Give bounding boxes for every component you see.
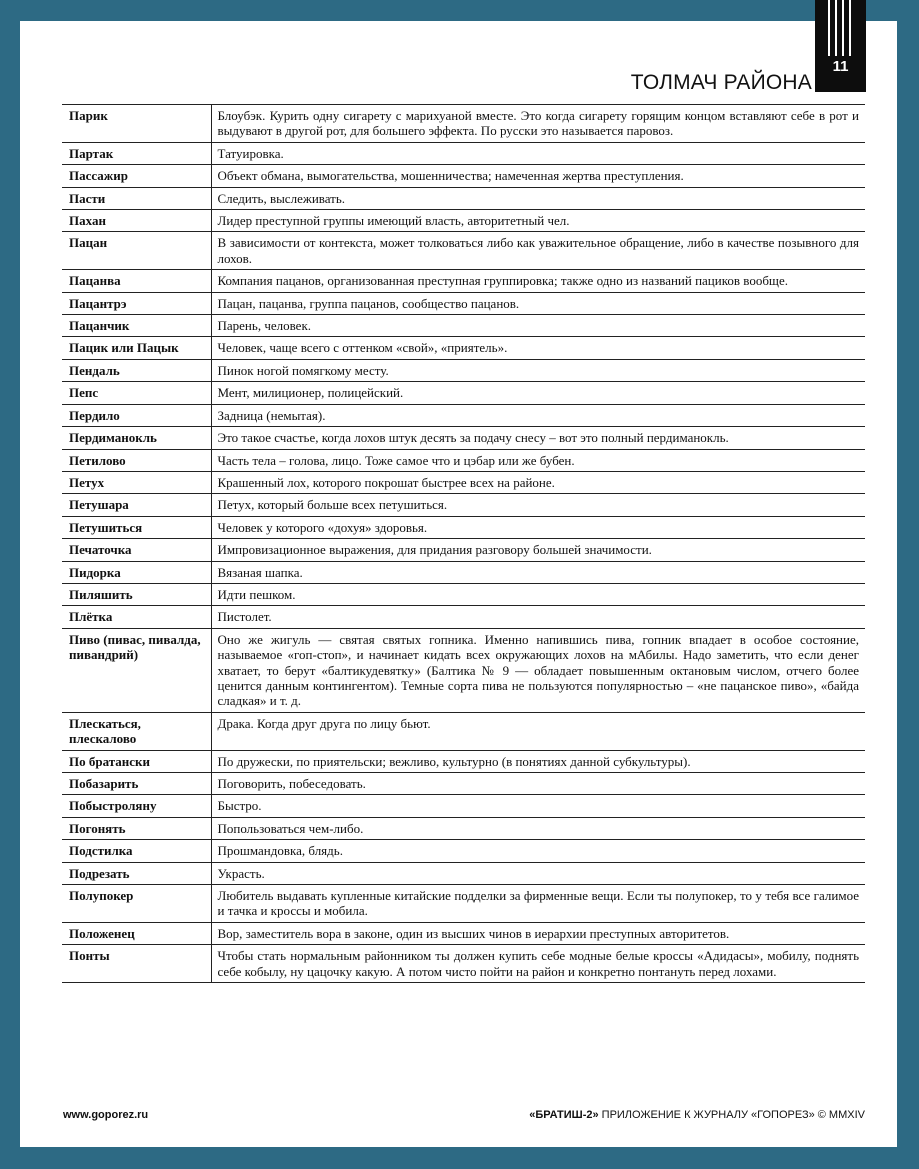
glossary-definition: Пистолет. — [211, 606, 865, 628]
glossary-definition: Компания пацанов, организованная преступная группировка; также одно из названий пациков вообще. — [211, 270, 865, 292]
glossary-row — [62, 885, 865, 923]
glossary-definition: Оно же жигуль — святая святых гопника. Именно напившись пива, гопник впадает в особое состояние, называемое «гоп-стоп», и начинает кидать всех окружающих лохов на мАбилы. Надо заметить, что если денег хватает, то берут «балтикудевятку» (Балтика № 9 — обладает повышенным октановым числом, отчего более ценится данным контингентом). Темные сорта пива не пользуются популярностью – «не пацанское пиво», «байда сладкая» и т. д. — [211, 628, 865, 712]
glossary-definition: Быстро. — [211, 795, 865, 817]
glossary-term: Плётка — [62, 606, 211, 628]
glossary-row — [62, 606, 865, 628]
glossary-definition: Импровизационное выражения, для придания разговору большей значимости. — [211, 539, 865, 561]
glossary-row — [62, 471, 865, 493]
glossary-row — [62, 817, 865, 839]
glossary-row — [62, 292, 865, 314]
glossary-row — [62, 210, 865, 232]
page-number: 11 — [832, 58, 849, 75]
glossary-row — [62, 404, 865, 426]
glossary-definition: Блоубэк. Курить одну сигарету с марихуаной вместе. Это когда сигарету горящим концом вставляют себе в рот и выдувают в другой рот, для большего эффекта. По русски это называется паровоз. — [211, 105, 865, 143]
glossary-row — [62, 142, 865, 164]
glossary-row — [62, 165, 865, 187]
glossary-row — [62, 628, 865, 712]
glossary-term: Пахан — [62, 210, 211, 232]
tab-stripe — [849, 0, 851, 56]
glossary-row — [62, 449, 865, 471]
glossary-table — [62, 104, 865, 983]
glossary-term: Пацан — [62, 232, 211, 270]
publication-note: ПРИЛОЖЕНИЕ К ЖУРНАЛУ «ГОПОРЕЗ» © MMXIV — [601, 1109, 865, 1121]
glossary-term: Петилово — [62, 449, 211, 471]
glossary-term: Печаточка — [62, 539, 211, 561]
glossary-definition: Драка. Когда друг друга по лицу бьют. — [211, 712, 865, 750]
glossary-definition: Это такое счастье, когда лохов штук десять за подачу снесу – вот это полный пердиманокль. — [211, 427, 865, 449]
glossary-term: Подстилка — [62, 840, 211, 862]
glossary-definition: Поговорить, побеседовать. — [211, 773, 865, 795]
glossary-body — [62, 105, 865, 983]
glossary-row — [62, 583, 865, 605]
glossary-definition: Мент, милиционер, полицейский. — [211, 382, 865, 404]
glossary-definition: Татуировка. — [211, 142, 865, 164]
glossary-term: Пидорка — [62, 561, 211, 583]
glossary-definition: Часть тела – голова, лицо. Тоже самое что и цэбар или же бубен. — [211, 449, 865, 471]
glossary-definition: По дружески, по приятельски; вежливо, культурно (в понятиях данной субкультуры). — [211, 750, 865, 772]
glossary-term: Плескаться, плескалово — [62, 712, 211, 750]
glossary-term: Побыстроляну — [62, 795, 211, 817]
glossary-definition: В зависимости от контекста, может толковаться либо как уважительное обращение, либо в качестве позывного для лохов. — [211, 232, 865, 270]
glossary-definition: Идти пешком. — [211, 583, 865, 605]
glossary-definition: Объект обмана, вымогательства, мошенничества; намеченная жертва преступления. — [211, 165, 865, 187]
glossary-row — [62, 773, 865, 795]
glossary-row — [62, 337, 865, 359]
glossary-definition: Петух, который больше всех петушиться. — [211, 494, 865, 516]
glossary-row — [62, 187, 865, 209]
section-title: ТОЛМАЧ РАЙОНА — [630, 71, 812, 94]
glossary-term: Пацик или Пацык — [62, 337, 211, 359]
glossary-term: Полупокер — [62, 885, 211, 923]
glossary-definition: Пинок ногой помягкому месту. — [211, 359, 865, 381]
page-number-tab — [815, 0, 866, 92]
glossary-definition: Прошмандовка, блядь. — [211, 840, 865, 862]
glossary-row — [62, 561, 865, 583]
glossary-definition: Крашенный лох, которого покрошат быстрее всех на районе. — [211, 471, 865, 493]
glossary-definition: Лидер преступной группы имеющий власть, авторитетный чел. — [211, 210, 865, 232]
glossary-row — [62, 382, 865, 404]
glossary-term: Партак — [62, 142, 211, 164]
glossary-row — [62, 922, 865, 944]
publication-name: «БРАТИШ-2» — [529, 1109, 599, 1121]
glossary-definition: Парень, человек. — [211, 315, 865, 337]
glossary-row — [62, 945, 865, 983]
glossary-row — [62, 232, 865, 270]
glossary-row — [62, 712, 865, 750]
glossary-row — [62, 105, 865, 143]
glossary-row — [62, 750, 865, 772]
glossary-term: Парик — [62, 105, 211, 143]
glossary-term: Понты — [62, 945, 211, 983]
glossary-row — [62, 539, 865, 561]
glossary-term: Пердиманокль — [62, 427, 211, 449]
glossary-term: Пацанчик — [62, 315, 211, 337]
glossary-row — [62, 840, 865, 862]
glossary-term: Пасти — [62, 187, 211, 209]
glossary-row — [62, 494, 865, 516]
glossary-definition: Украсть. — [211, 862, 865, 884]
glossary-row — [62, 862, 865, 884]
glossary-definition: Вязаная шапка. — [211, 561, 865, 583]
glossary-term: Петушиться — [62, 516, 211, 538]
glossary-row — [62, 516, 865, 538]
glossary-definition: Любитель выдавать купленные китайские подделки за фирменные вещи. Если ты полупокер, то у тебя все галимое и тачка и кроссы и мобила. — [211, 885, 865, 923]
glossary-row — [62, 270, 865, 292]
glossary-term: Погонять — [62, 817, 211, 839]
glossary-term: Положенец — [62, 922, 211, 944]
glossary-term: Пассажир — [62, 165, 211, 187]
glossary-term: Пиво (пивас, пивалда, пивандрий) — [62, 628, 211, 712]
glossary-term: Побазарить — [62, 773, 211, 795]
tab-stripe — [835, 0, 837, 56]
footer-website: www.goporez.ru — [63, 1109, 149, 1121]
glossary-definition: Пацан, пацанва, группа пацанов, сообщество пацанов. — [211, 292, 865, 314]
glossary-definition: Человек, чаще всего с оттенком «свой», «приятель». — [211, 337, 865, 359]
glossary-definition: Попользоваться чем-либо. — [211, 817, 865, 839]
glossary-term: Пиляшить — [62, 583, 211, 605]
glossary-term: Пердило — [62, 404, 211, 426]
glossary-term: Пацантрэ — [62, 292, 211, 314]
glossary-definition: Следить, выслеживать. — [211, 187, 865, 209]
glossary-definition: Вор, заместитель вора в законе, один из высших чинов в иерархии преступных авторитетов. — [211, 922, 865, 944]
glossary-definition: Человек у которого «дохуя» здоровья. — [211, 516, 865, 538]
glossary-row — [62, 795, 865, 817]
glossary-row — [62, 315, 865, 337]
glossary-term: Пацанва — [62, 270, 211, 292]
glossary-term: Петушара — [62, 494, 211, 516]
glossary-definition: Задница (немытая). — [211, 404, 865, 426]
tab-stripe — [842, 0, 844, 56]
glossary-term: Пепс — [62, 382, 211, 404]
footer-publication — [529, 1109, 865, 1121]
glossary-term: Пендаль — [62, 359, 211, 381]
glossary-term: По братански — [62, 750, 211, 772]
glossary-definition: Чтобы стать нормальным районником ты должен купить себе модные белые кроссы «Адидасы», мобилу, поднять себе кобылу, ну цацочку какую. А потом чисто пойти на район и конкретно понтануть перед лохами. — [211, 945, 865, 983]
glossary-term: Петух — [62, 471, 211, 493]
tab-stripe — [828, 0, 830, 56]
glossary-term: Подрезать — [62, 862, 211, 884]
glossary-row — [62, 359, 865, 381]
glossary-row — [62, 427, 865, 449]
